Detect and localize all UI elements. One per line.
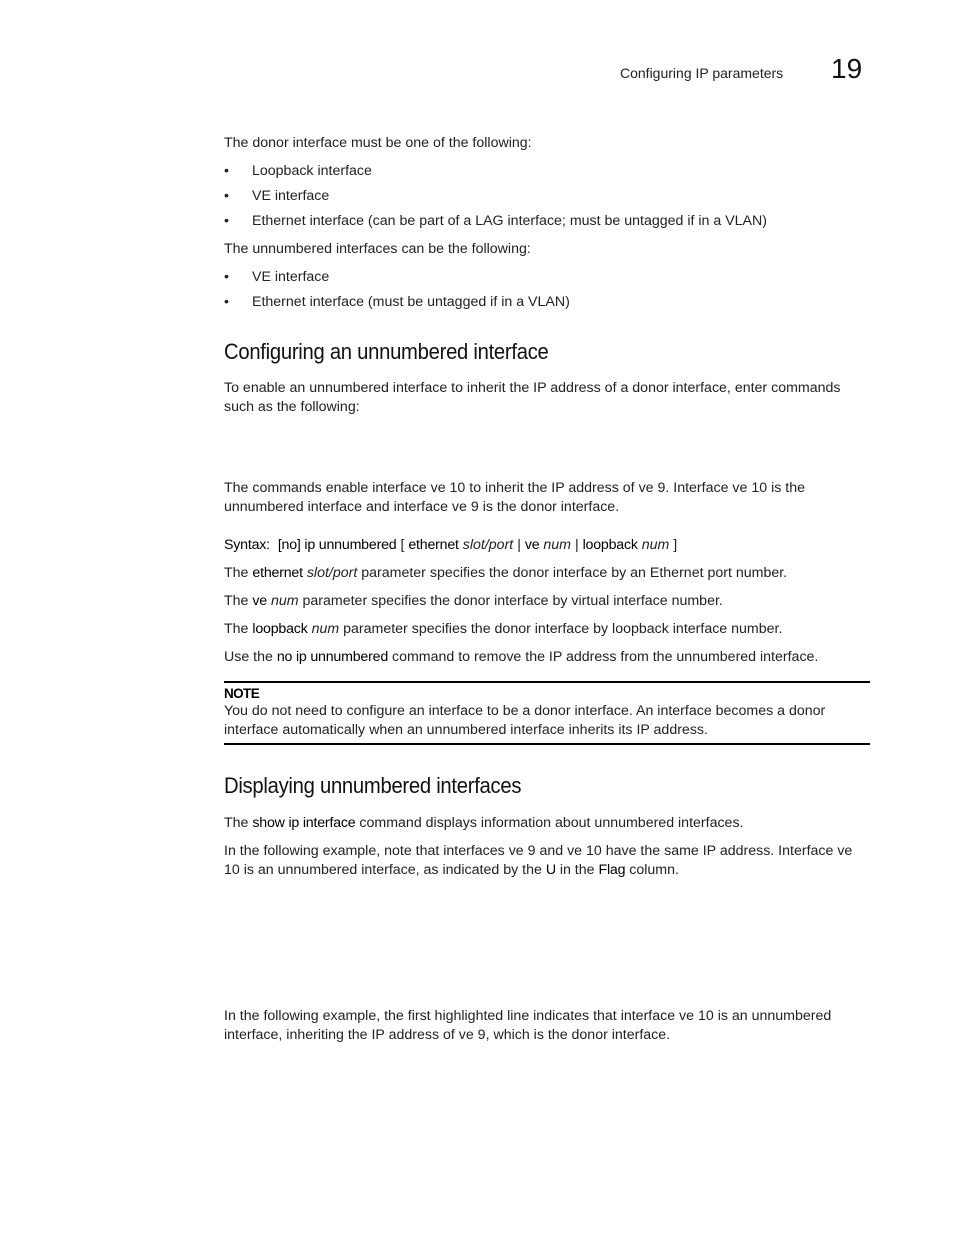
text: column. (629, 862, 679, 878)
bullet-icon: • (224, 163, 229, 179)
param-loopback (224, 620, 870, 639)
keyword: ve (252, 593, 267, 609)
keyword: show ip interface (252, 815, 356, 831)
bullet-icon: • (224, 213, 229, 229)
chapter-number: 19 (831, 53, 863, 84)
list-item-text: VE interface (252, 188, 330, 204)
section-heading-displaying: Displaying unnumbered interfaces (224, 773, 522, 798)
list-item-text: Ethernet interface (can be part of a LAG interface; must be untagged if in a VLAN) (252, 213, 767, 229)
text: parameter specifies the donor interface by an Ethernet port number. (361, 565, 788, 581)
keyword: U (545, 862, 556, 878)
text: The (224, 621, 249, 637)
donor-intro: The donor interface must be one of the following: (224, 135, 532, 151)
show-command-paragraph (224, 814, 870, 833)
syntax-arg-num: num (641, 537, 670, 553)
text: command to remove the IP address from the unnumbered interface. (392, 649, 819, 665)
list-item (224, 187, 329, 206)
remove-command-paragraph (224, 648, 870, 667)
argument: num (270, 593, 299, 609)
syntax-line (224, 536, 870, 555)
keyword: loopback (252, 621, 308, 637)
commands-explanation: The commands enable interface ve 10 to inherit the IP address of ve 9. Interface ve 10 is the unnumbered interface and interface ve 9 is the donor interface. (224, 480, 805, 515)
syntax-bracket-close: ] (673, 537, 678, 553)
bullet-icon: • (224, 188, 229, 204)
keyword: Flag (598, 862, 626, 878)
argument: slot/port (306, 565, 358, 581)
text: In the following example, note that interfaces ve 9 and ve 10 have the same IP address. Interface ve 10 is an unnumbered interface, as indicated by the (224, 843, 853, 878)
keyword: ethernet (252, 565, 303, 581)
bullet-icon: • (224, 294, 229, 310)
text: parameter specifies the donor interface by virtual interface number. (302, 593, 723, 609)
text: parameter specifies the donor interface by loopback interface number. (343, 621, 783, 637)
syntax-keyword-ethernet: ethernet (408, 537, 459, 553)
syntax-arg-slot-port: slot/port (462, 537, 514, 553)
syntax-command: [no] ip unnumbered (277, 537, 397, 553)
syntax-keyword-loopback: loopback (582, 537, 638, 553)
list-item-text: Ethernet interface (must be untagged if in a VLAN) (252, 294, 570, 310)
list-item (224, 268, 329, 287)
running-header-title: Configuring IP parameters (620, 65, 784, 81)
note-label: NOTE (224, 686, 260, 701)
list-item (224, 212, 767, 231)
bullet-icon: • (224, 269, 229, 285)
text: in the (559, 862, 595, 878)
example1-paragraph (224, 842, 870, 880)
syntax-bracket-open: [ (400, 537, 405, 553)
list-item-text: Loopback interface (252, 163, 372, 179)
example2-paragraph: In the following example, the first highlighted line indicates that interface ve 10 is an unnumbered interface, inheriting the IP address of ve 9, which is the donor interface. (224, 1008, 832, 1043)
syntax-arg-num: num (543, 537, 571, 553)
text: command displays information about unnumbered interfaces. (359, 815, 744, 831)
list-item-text: VE interface (252, 269, 330, 285)
list-item (224, 293, 570, 312)
param-ve (224, 592, 870, 611)
note-top-rule (224, 681, 870, 683)
unnumbered-intro: The unnumbered interfaces can be the following: (224, 241, 531, 257)
argument: num (311, 621, 340, 637)
keyword: no ip unnumbered (276, 649, 389, 665)
syntax-keyword-ve: ve (524, 537, 540, 553)
text: The (224, 565, 249, 581)
text: The (224, 593, 249, 609)
section-heading-configuring: Configuring an unnumbered interface (224, 339, 549, 364)
text: Use the (224, 649, 273, 665)
note-text: You do not need to configure an interface to be a donor interface. An interface becomes a donor interface automatically when an unnumbered interface inherits its IP address. (224, 703, 826, 738)
param-ethernet (224, 564, 870, 583)
syntax-label: Syntax: (224, 537, 270, 553)
configure-paragraph: To enable an unnumbered interface to inherit the IP address of a donor interface, enter commands such as the following: (224, 380, 841, 415)
text: The (224, 815, 249, 831)
list-item (224, 162, 372, 181)
syntax-pipe: | (574, 537, 579, 553)
syntax-pipe: | (517, 537, 521, 553)
note-bottom-rule (224, 743, 870, 745)
